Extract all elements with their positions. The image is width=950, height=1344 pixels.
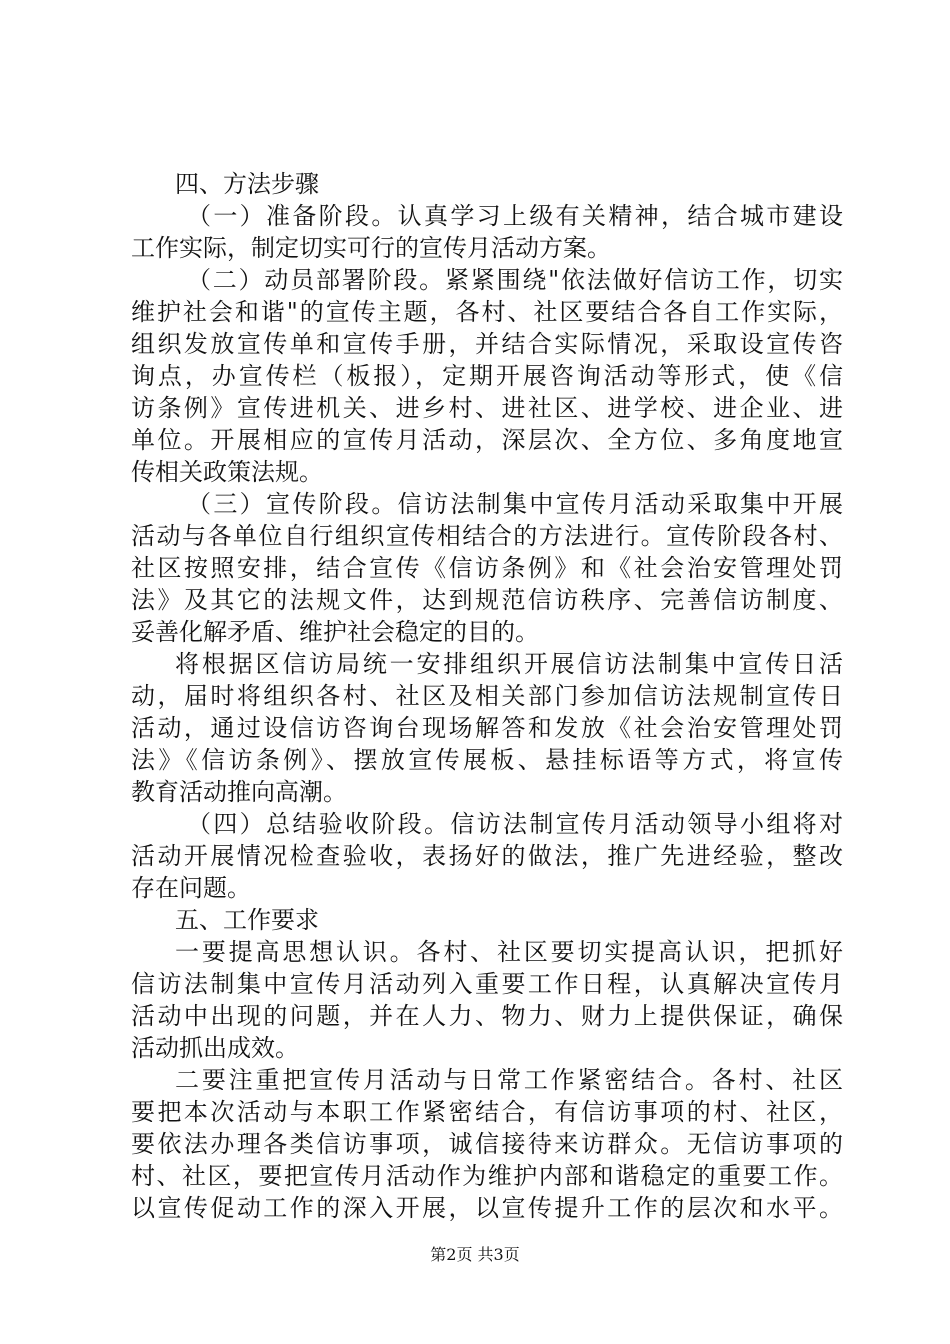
paragraph-line: 工作实际，制定切实可行的宣传月活动方案。 — [131, 234, 611, 262]
paragraph-line: 将根据区信访局统一安排组织开展信访法制集中宣传日活 — [175, 650, 843, 678]
paragraph-line: 访条例》宣传进机关、进乡村、进社区、进学校、进企业、进 — [131, 394, 843, 422]
paragraph-line: （三）宣传阶段。信访法制集中宣传月活动采取集中开展 — [187, 490, 843, 518]
paragraph-line: 社区按照安排，结合宣传《信访条例》和《社会治安管理处罚 — [131, 554, 843, 582]
paragraph-line: 要把本次活动与本职工作紧密结合，有信访事项的村、社区， — [131, 1098, 843, 1126]
paragraph-line: 法》及其它的法规文件，达到规范信访秩序、完善信访制度、 — [131, 586, 843, 614]
paragraph-line: 一要提高思想认识。各村、社区要切实提高认识，把抓好 — [175, 938, 843, 966]
paragraph-line: 活动，通过设信访咨询台现场解答和发放《社会治安管理处罚 — [131, 714, 843, 742]
paragraph-line: 询点，办宣传栏（板报），定期开展咨询活动等形式，使《信 — [131, 362, 843, 390]
page-number-footer: 第2页 共3页 — [430, 1245, 520, 1264]
section-heading: 五、工作要求 — [175, 906, 319, 934]
paragraph-line: 以宣传促动工作的深入开展，以宣传提升工作的层次和水平。 — [131, 1194, 843, 1222]
paragraph-line: 村、社区，要把宣传月活动作为维护内部和谐稳定的重要工作。 — [131, 1162, 843, 1190]
paragraph-line: （二）动员部署阶段。紧紧围绕"依法做好信访工作，切实 — [187, 266, 843, 294]
paragraph-line: 活动与各单位自行组织宣传相结合的方法进行。宣传阶段各村、 — [131, 522, 843, 550]
paragraph-line: 法》《信访条例》、摆放宣传展板、悬挂标语等方式，将宣传 — [131, 746, 843, 774]
paragraph-line: 活动中出现的问题，并在人力、物力、财力上提供保证，确保 — [131, 1002, 843, 1030]
paragraph-line: （一）准备阶段。认真学习上级有关精神，结合城市建设 — [187, 202, 843, 230]
section-heading: 四、方法步骤 — [175, 170, 319, 198]
paragraph-line: （四）总结验收阶段。信访法制宣传月活动领导小组将对 — [187, 810, 843, 838]
paragraph-line: 存在问题。 — [131, 874, 251, 902]
paragraph-line: 二要注重把宣传月活动与日常工作紧密结合。各村、社区 — [175, 1066, 843, 1094]
paragraph-line: 传相关政策法规。 — [131, 458, 323, 486]
paragraph-line: 组织发放宣传单和宣传手册，并结合实际情况，采取设宣传咨 — [131, 330, 843, 358]
paragraph-line: 信访法制集中宣传月活动列入重要工作日程，认真解决宣传月 — [131, 970, 843, 998]
paragraph-line: 单位。开展相应的宣传月活动，深层次、全方位、多角度地宣 — [131, 426, 843, 454]
document-body — [131, 168, 843, 1224]
paragraph-line: 维护社会和谐"的宣传主题，各村、社区要结合各自工作实际， — [131, 298, 843, 326]
paragraph-line: 活动开展情况检查验收，表扬好的做法，推广先进经验，整改 — [131, 842, 843, 870]
paragraph-line: 妥善化解矛盾、维护社会稳定的目的。 — [131, 618, 539, 646]
paragraph-line: 活动抓出成效。 — [131, 1034, 299, 1062]
paragraph-line: 要依法办理各类信访事项，诚信接待来访群众。无信访事项的 — [131, 1130, 843, 1158]
paragraph-line: 动，届时将组织各村、社区及相关部门参加信访法规制宣传日 — [131, 682, 843, 710]
paragraph-line: 教育活动推向高潮。 — [131, 778, 347, 806]
